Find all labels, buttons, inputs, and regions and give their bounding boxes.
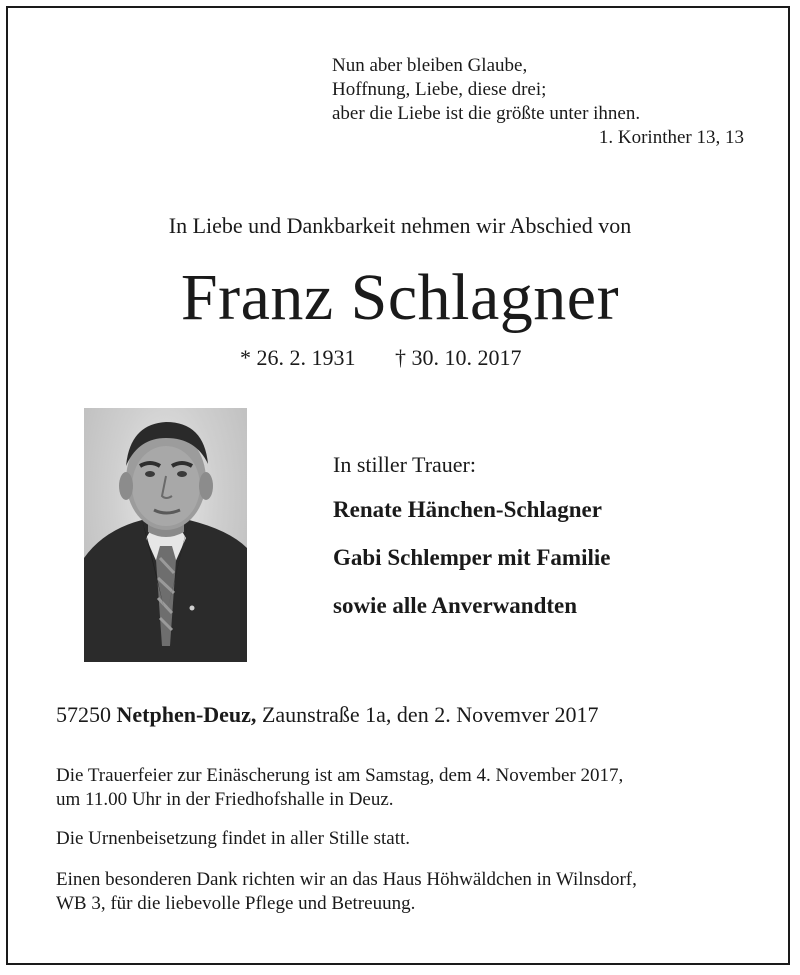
mourner-name: Renate Hänchen-Schlagner (333, 497, 602, 522)
verse-line: Hoffnung, Liebe, diese drei; (332, 79, 547, 100)
bible-verse (332, 54, 752, 150)
thanks-line: WB 3, für die liebevolle Pflege und Betreuung. (56, 893, 416, 914)
mourner-name: sowie alle Anverwandten (333, 593, 578, 618)
deceased-name: Franz Schlagner (180, 261, 620, 334)
life-dates (240, 345, 522, 371)
farewell-intro: In Liebe und Dankbarkeit nehmen wir Abschied von (168, 213, 632, 238)
verse-line: aber die Liebe ist die größte unter ihnen. (332, 103, 641, 124)
mourner-name: Gabi Schlemper mit Familie (333, 545, 611, 570)
city: Netphen-Deuz, (116, 702, 257, 727)
ceremony-info (56, 764, 756, 812)
urn-info: Die Urnenbeisetzung findet in aller Stille statt. (56, 828, 411, 849)
portrait-illustration (84, 408, 247, 662)
thanks-info (56, 868, 756, 916)
death-date: † 30. 10. 2017 (395, 345, 522, 370)
ceremony-line: um 11.00 Uhr in der Friedhofshalle in Deuz. (56, 789, 394, 810)
portrait-photo (84, 408, 247, 662)
verse-reference: 1. Korinther 13, 13 (598, 127, 744, 148)
street-date: Zaunstraße 1a, den 2. Novemver 2017 (261, 702, 599, 727)
postal-code: 57250 (56, 702, 111, 727)
birth-date: * 26. 2. 1931 (240, 345, 356, 370)
mourning-heading: In stiller Trauer: (333, 452, 476, 477)
address-line (56, 702, 599, 728)
verse-line: Nun aber bleiben Glaube, (332, 55, 528, 76)
ceremony-line: Die Trauerfeier zur Einäscherung ist am Samstag, dem 4. November 2017, (56, 765, 624, 786)
thanks-line: Einen besonderen Dank richten wir an das Haus Höhwäldchen in Wilnsdorf, (56, 869, 637, 890)
mourners-block (333, 450, 773, 640)
